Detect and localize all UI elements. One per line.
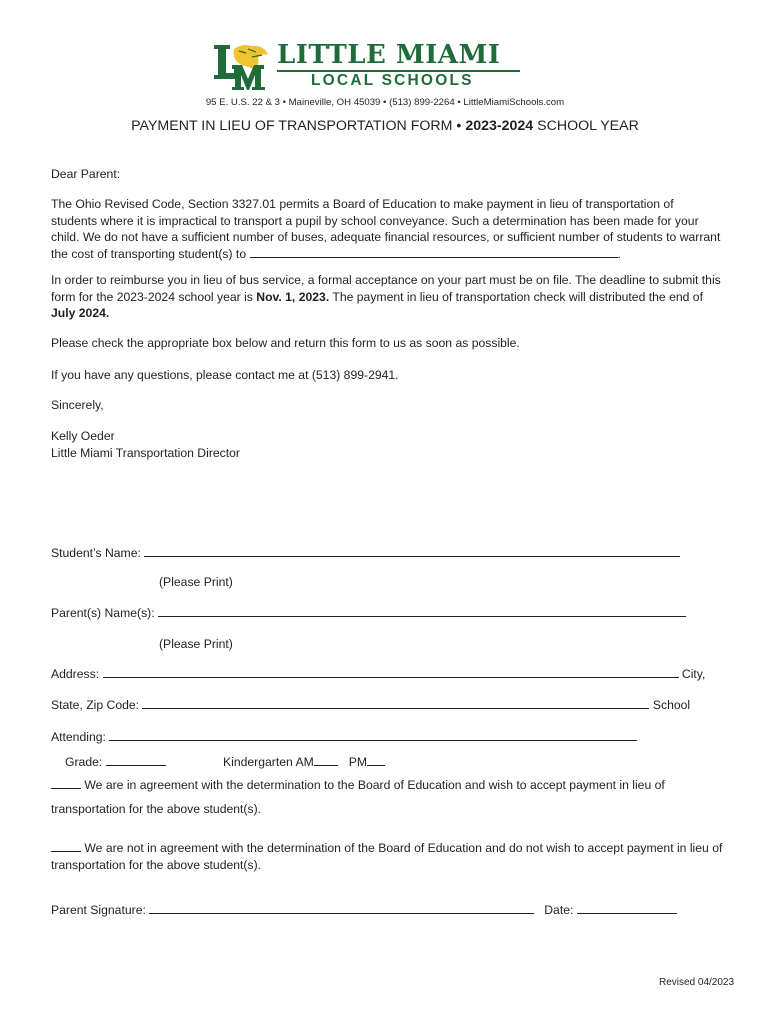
attending-row — [51, 729, 637, 746]
kindergarten-pm-label: PM — [348, 755, 368, 769]
title-suffix: SCHOOL YEAR — [533, 118, 639, 134]
signer-name: Kelly Oeder — [51, 429, 115, 443]
disagree-checkbox[interactable] — [51, 840, 81, 852]
title-prefix: PAYMENT IN LIEU OF TRANSPORTATION FORM • — [131, 118, 466, 134]
parent-please-print: (Please Print) — [159, 637, 233, 651]
signer-title: Little Miami Transportation Director — [51, 446, 240, 460]
disagree-option — [51, 840, 723, 873]
student-name-field[interactable] — [144, 545, 680, 557]
title-year: 2023-2024 — [465, 118, 534, 134]
paragraph-2-text-a: In order to reimburse you in lieu of bus service, a formal acceptance on your part must be on file. The deadline to submit this form for the 2023-2024 school year is — [51, 273, 721, 304]
date-label: Date: — [544, 903, 574, 917]
parent-name-field[interactable] — [158, 605, 686, 617]
state-zip-label: State, Zip Code: — [51, 698, 140, 712]
kindergarten-pm-field[interactable] — [367, 754, 385, 766]
student-please-print: (Please Print) — [159, 575, 233, 589]
agree-text-continued: transportation for the above student(s). — [51, 802, 262, 816]
state-zip-row — [51, 697, 690, 714]
school-logo-icon — [212, 43, 270, 91]
state-zip-field[interactable] — [142, 697, 649, 709]
signature-field[interactable] — [149, 902, 534, 914]
grade-label: Grade: — [65, 755, 103, 769]
form-title — [0, 118, 770, 134]
school-name: LITTLE MIAMI — [277, 40, 501, 70]
address-line: 95 E. U.S. 22 & 3 • Maineville, OH 45039 • (513) 899-2264 • LittleMiamiSchools.com — [205, 97, 565, 108]
school-subtitle: LOCAL SCHOOLS — [311, 72, 474, 89]
paragraph-contact: If you have any questions, please contact me at (513) 899-2941. — [51, 368, 399, 382]
paragraph-2-text-b: The payment in lieu of transportation check will distributed the end of — [329, 289, 703, 304]
agree-text: We are in agreement with the determination to the Board of Education and wish to accept payment in lieu of — [84, 778, 665, 792]
grade-field[interactable] — [106, 754, 166, 766]
signature-row — [51, 902, 677, 919]
revised-date: Revised 04/2023 — [659, 977, 735, 988]
kindergarten-row — [223, 754, 385, 771]
attending-label: Attending: — [51, 730, 106, 744]
closing: Sincerely, — [51, 398, 104, 412]
paragraph-1-end: . — [617, 246, 621, 261]
disagree-text: We are not in agreement with the determination of the Board of Education and do not wish to accept payment in lieu of transportation for the above student(s). — [51, 841, 723, 872]
paragraph-instructions: Please check the appropriate box below and return this form to us as soon as possible. — [51, 336, 520, 350]
agree-checkbox[interactable] — [51, 777, 81, 789]
address-field[interactable] — [103, 666, 679, 678]
payment-date: July 2024. — [51, 306, 110, 320]
address-row — [51, 666, 705, 683]
deadline-date: Nov. 1, 2023. — [256, 289, 330, 304]
parent-name-label: Parent(s) Name(s): — [51, 606, 155, 620]
school-label: School — [652, 698, 691, 712]
salutation: Dear Parent: — [51, 167, 121, 181]
student-name-row — [51, 545, 680, 562]
kindergarten-am-label: Kindergarten AM — [223, 755, 314, 769]
agree-option — [51, 777, 665, 794]
paragraph-ohio-code — [51, 196, 723, 262]
address-label: Address: — [51, 667, 100, 681]
city-label: City, — [681, 667, 706, 681]
parent-name-row — [51, 605, 686, 622]
signature-label: Parent Signature: — [51, 903, 146, 917]
kindergarten-am-field[interactable] — [314, 754, 338, 766]
attending-field[interactable] — [109, 729, 637, 741]
student-name-label: Student’s Name: — [51, 546, 141, 560]
paragraph-deadline — [51, 272, 723, 322]
date-field[interactable] — [577, 902, 677, 914]
paragraph-1-text: The Ohio Revised Code, Section 3327.01 permits a Board of Education to make payment in lieu of transportation of students where it is impractical to transport a pupil by school conveyance. Such a determination has been made for your child. We do not have a sufficient number of buses, adequate financial resources, or sufficient number of students to warrant the cost of transporting student(s) to — [51, 197, 721, 261]
school-name-blank[interactable] — [250, 246, 618, 258]
grade-row — [65, 754, 166, 771]
